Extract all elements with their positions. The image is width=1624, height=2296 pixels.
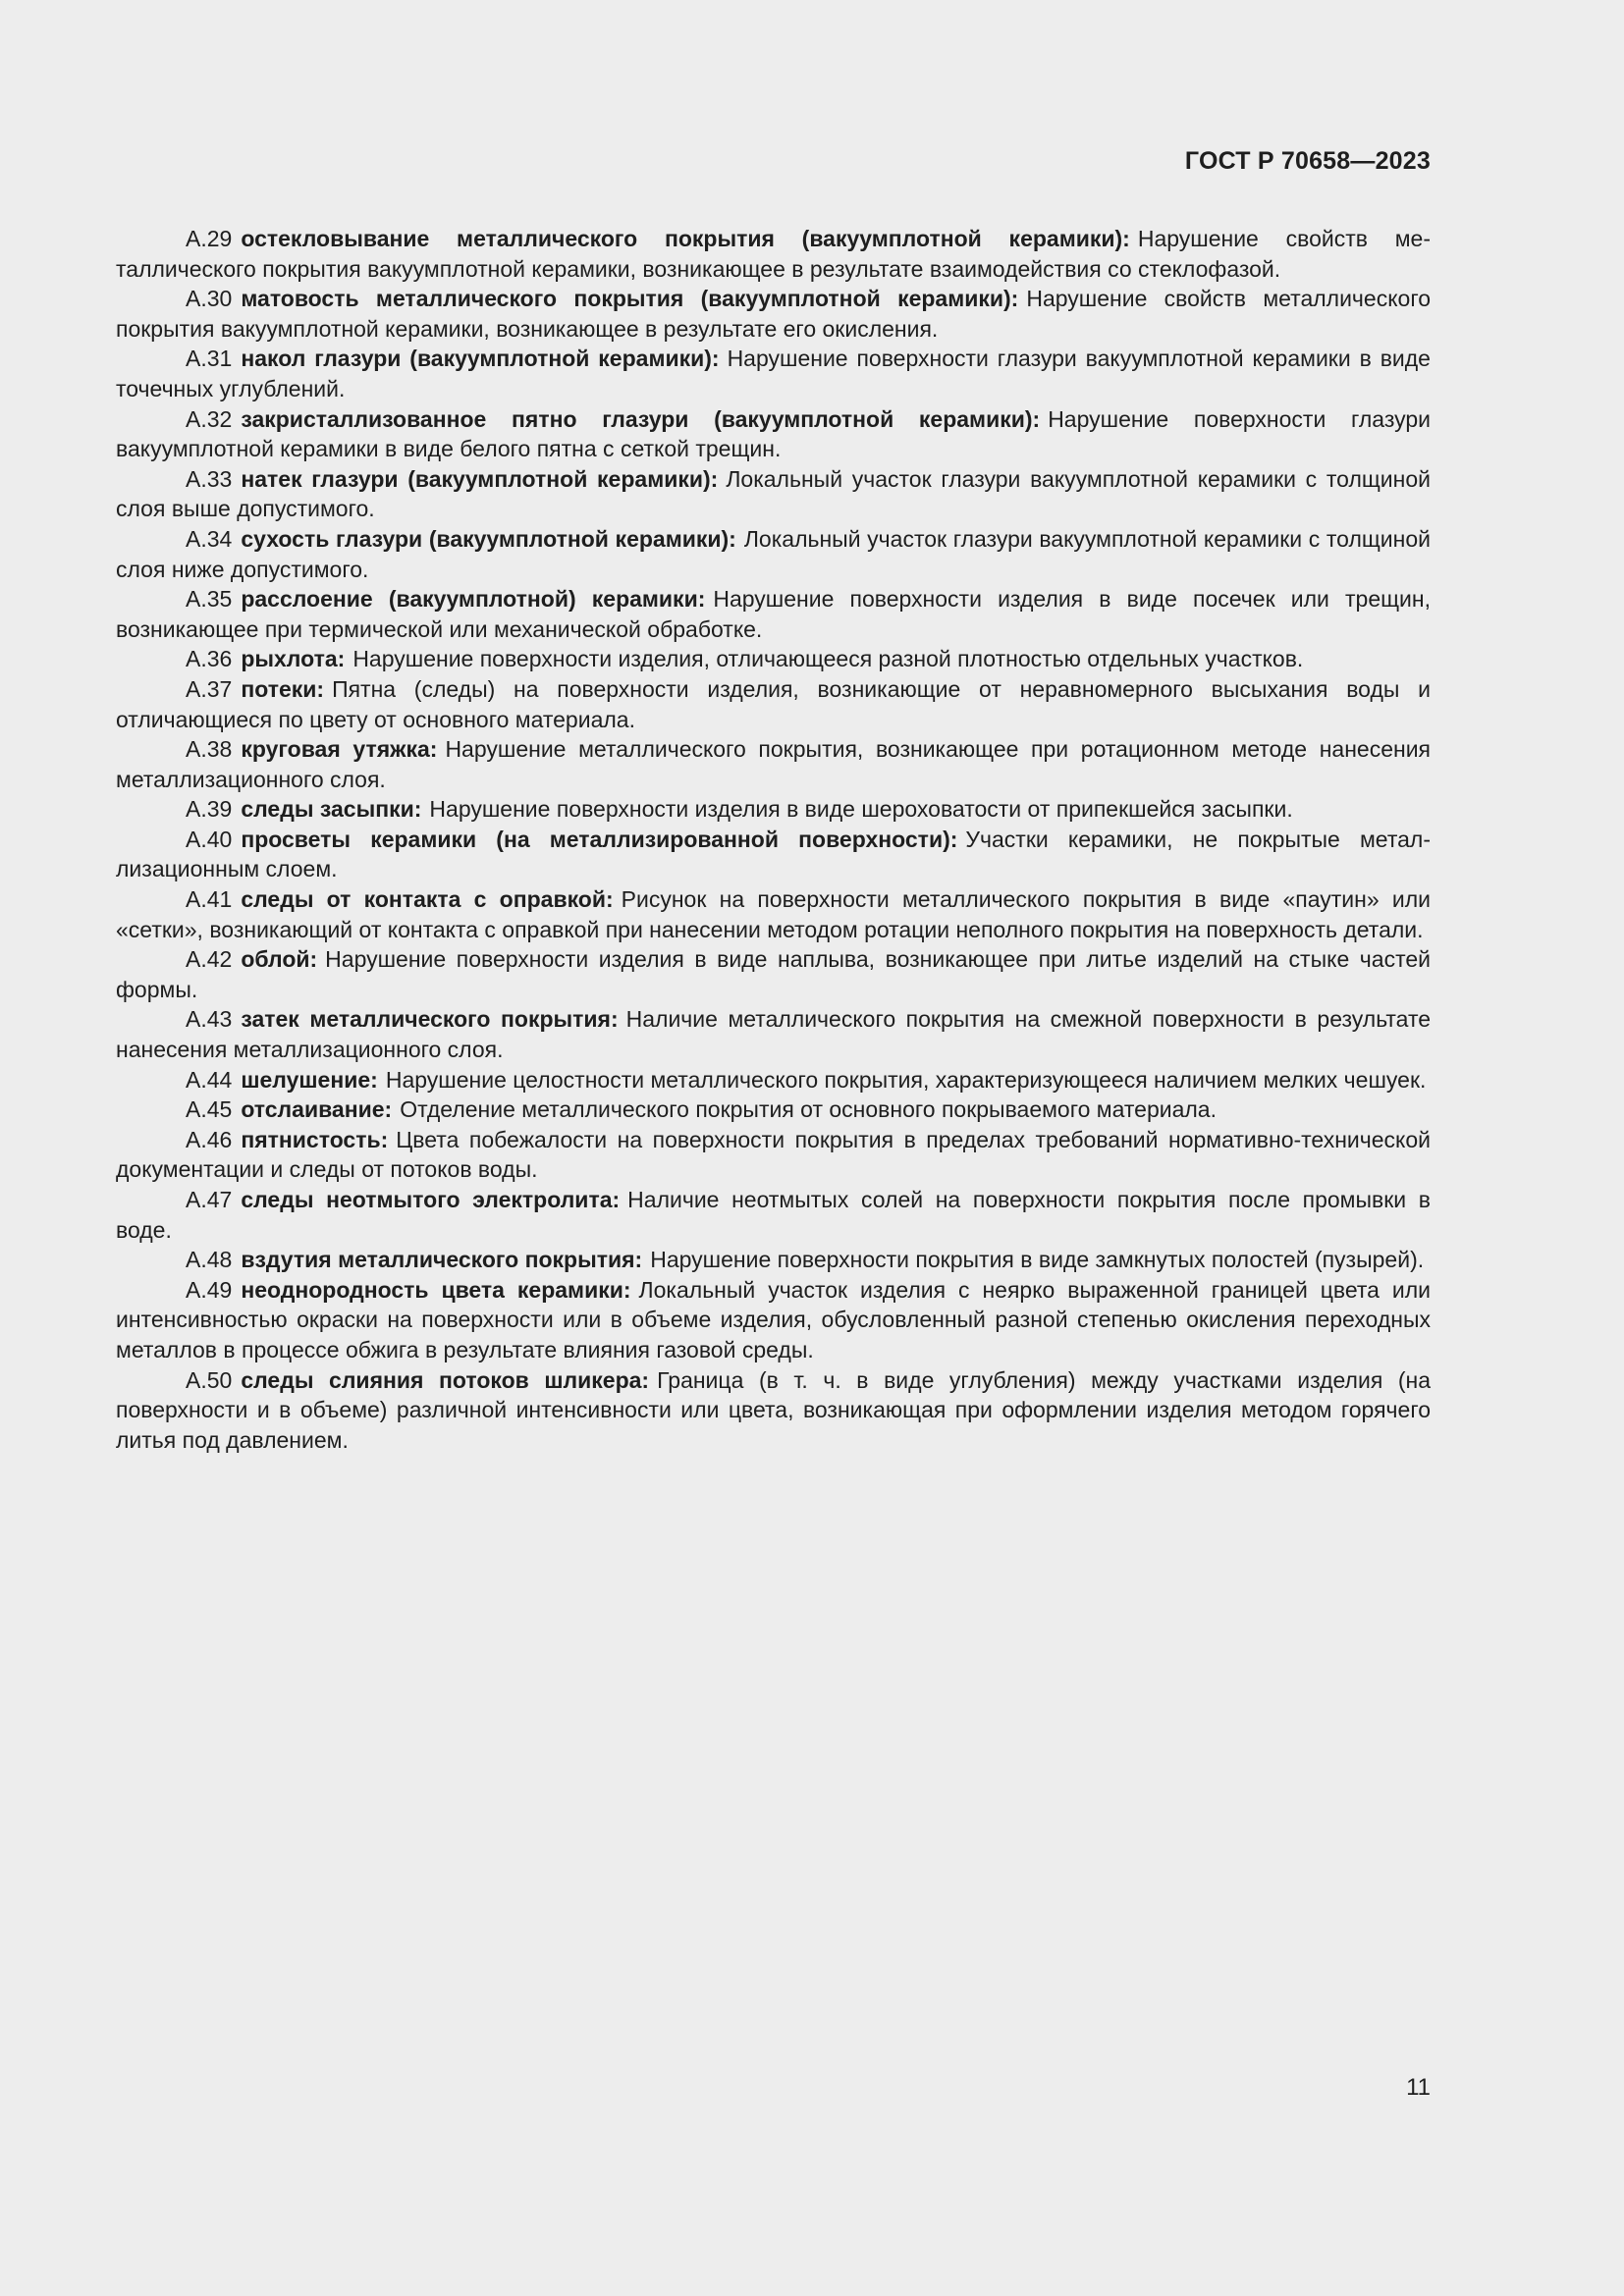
entry-number: А.29 — [186, 226, 233, 251]
definition-entry — [116, 284, 1431, 344]
entry-number: А.37 — [186, 675, 233, 702]
entry-term: потеки: — [241, 675, 325, 702]
entry-number: А.42 — [186, 946, 233, 973]
definition-entry — [116, 1095, 1431, 1125]
entry-number: А.35 — [186, 586, 233, 613]
entry-term: рыхлота: — [241, 646, 346, 672]
definition-entry — [116, 224, 1431, 284]
entry-definition: Наличие неотмытых солей на поверхности покрытия после промывки в воде. — [116, 1187, 1432, 1243]
definitions-list — [116, 224, 1431, 1455]
entry-term: круговая утяжка: — [241, 736, 438, 763]
definition-entry — [116, 644, 1431, 674]
entry-term: пятнистость: — [241, 1126, 389, 1152]
definition-entry — [116, 344, 1431, 403]
definition-entry — [116, 674, 1431, 734]
entry-definition: Нарушение поверхности глазури вакуумплотной керамики в виде белого пятна с сеткой трещин. — [116, 405, 1431, 462]
entry-number: А.47 — [186, 1187, 233, 1212]
entry-term: затек металлического покрытия: — [241, 1006, 619, 1033]
entry-term: следы слияния потоков шликера: — [241, 1366, 650, 1393]
entry-definition: Наличие металлического покрытия на смежной поверхности в результате нанесения металлизационного слоя. — [116, 1006, 1432, 1063]
entry-definition: Отделение металлического покрытия от основного покрываемого материала. — [400, 1096, 1217, 1123]
entry-definition: Нарушение поверхности покрытия в виде замкнутых полостей (пузырей). — [650, 1247, 1425, 1273]
entry-term: закристаллизованное пятно глазури (вакуумплотной керамики): — [241, 405, 1041, 432]
entry-definition: Участки керамики, не покрытые металлизационным слоем. — [116, 826, 1431, 882]
page-number: 11 — [1406, 2074, 1431, 2101]
entry-number: А.38 — [186, 736, 233, 763]
entry-definition: Нарушение поверхности глазури вакуумплотной керамики в виде точечных углублений. — [116, 346, 1431, 401]
entry-definition: Нарушение поверхности изделия, отличающееся разной плотностью отдельных участков. — [352, 646, 1304, 672]
entry-definition: Нарушение свойств металлического покрытия вакуумплотной керамики, возникающее в результате его окисления. — [116, 286, 1431, 342]
entry-definition: Рисунок на поверхности металлического покрытия в виде «паутин» или «сетки», возникающий от контакта с оправкой при нанесении методом ротации неполного покрытия на поверхность детали. — [116, 886, 1431, 942]
definition-entry — [116, 1004, 1431, 1064]
entry-term: натек глазури (вакуумплотной керамики): — [241, 465, 719, 492]
entry-term: шелушение: — [241, 1066, 378, 1093]
entry-definition: Нарушение поверхности изделия в виде посечек или трещин, возникающее при термической или механической обработке. — [116, 586, 1431, 642]
entry-definition: Нарушение целостности металлического покрытия, характеризующееся наличием мелких чешуек. — [385, 1066, 1427, 1093]
definition-entry — [116, 404, 1431, 464]
entry-number: А.48 — [186, 1247, 233, 1273]
definition-entry — [116, 1065, 1431, 1095]
entry-number: А.40 — [186, 826, 233, 852]
entry-term: следы засыпки: — [241, 796, 422, 823]
entry-definition: Нарушение металлического покрытия, возникающее при ротационном методе нанесения металлизационного слоя. — [116, 736, 1431, 792]
entry-number: А.49 — [186, 1276, 233, 1303]
entry-definition: Локальный участок глазури вакуумплотной керамики с толщиной слоя ниже допустимого. — [116, 525, 1431, 582]
entry-term: следы от контакта с оправкой: — [241, 886, 614, 913]
entry-definition: Нарушение поверхности изделия в виде наплыва, возникающее при литье изделий на стыке частей формы. — [116, 946, 1431, 1002]
entry-number: А.45 — [186, 1096, 233, 1123]
entry-number: А.46 — [186, 1126, 233, 1152]
definition-entry — [116, 1245, 1431, 1275]
entry-number: А.30 — [186, 286, 233, 312]
entry-term: просветы керамики (на металлизированной поверхности): — [241, 826, 958, 852]
definition-entry — [116, 1365, 1431, 1456]
entry-number: А.33 — [186, 465, 233, 492]
definition-entry — [116, 464, 1431, 524]
entry-number: А.34 — [186, 525, 233, 552]
definition-entry — [116, 794, 1431, 825]
entry-number: А.50 — [186, 1366, 233, 1393]
definition-entry — [116, 734, 1431, 794]
document-header: ГОСТ Р 70658—2023 — [1184, 147, 1431, 175]
definition-entry — [116, 825, 1431, 884]
entry-term: отслаивание: — [241, 1096, 393, 1123]
entry-number: А.36 — [186, 646, 233, 672]
entry-definition: Граница (в т. ч. в виде углубления) между участками изделия (на поверхности и в объеме) различной интенсивности или цвета, возникающая при оформлении изделия методом горячего литья под давлением. — [116, 1366, 1432, 1453]
entry-term: накол глазури (вакуумплотной керамики): — [241, 346, 720, 372]
entry-term: остекловывание металлического покрытия (вакуумплотной керамики): — [241, 226, 1130, 251]
entry-number: А.43 — [186, 1006, 233, 1033]
entry-definition: Цвета побежалости на поверхности покрытия в пределах требований нормативно-технической документации и следы от потоков воды. — [116, 1126, 1431, 1183]
definition-entry — [116, 1185, 1431, 1245]
entry-number: А.44 — [186, 1066, 233, 1093]
definition-entry — [116, 884, 1431, 944]
entry-term: вздутия металлического покрытия: — [241, 1247, 643, 1273]
entry-definition: Локальный участок глазури вакуумплотной керамики с толщиной слоя выше допустимого. — [116, 465, 1431, 522]
entry-definition: Локальный участок изделия с неярко выраженной границей цвета или интенсивностью окраски на поверхности или в объеме изделия, обусловленный разной степенью окисления переходных металлов в процессе обжига в результате влияния газовой среды. — [116, 1276, 1432, 1362]
definition-entry — [116, 944, 1431, 1004]
entry-number: А.31 — [186, 346, 233, 372]
definition-entry — [116, 584, 1431, 644]
entry-term: сухость глазури (вакуумплотной керамики): — [241, 525, 736, 552]
entry-definition: Нарушение поверхности изделия в виде шероховатости от припекшейся засыпки. — [429, 796, 1293, 823]
entry-term: следы неотмытого электролита: — [241, 1187, 621, 1212]
entry-number: А.41 — [186, 886, 233, 913]
entry-number: А.32 — [186, 405, 233, 432]
entry-definition: Пятна (следы) на поверхности изделия, возникающие от неравномерного высыхания воды и отличающиеся по цвету от основного материала. — [116, 675, 1431, 732]
definition-entry — [116, 1275, 1431, 1365]
entry-definition: Нарушение свойств металлического покрытия вакуумплотной керамики, возникающее в результате взаимодействия со стеклофазой. — [116, 226, 1431, 282]
entry-term: облой: — [241, 946, 318, 973]
entry-term: матовость металлического покрытия (вакуумплотной керамики): — [241, 286, 1019, 312]
definition-entry — [116, 1125, 1431, 1185]
definition-entry — [116, 524, 1431, 584]
entry-number: А.39 — [186, 796, 233, 823]
entry-term: неоднородность цвета керамики: — [241, 1276, 631, 1303]
entry-term: расслоение (вакуумплотной) керамики: — [241, 586, 706, 613]
